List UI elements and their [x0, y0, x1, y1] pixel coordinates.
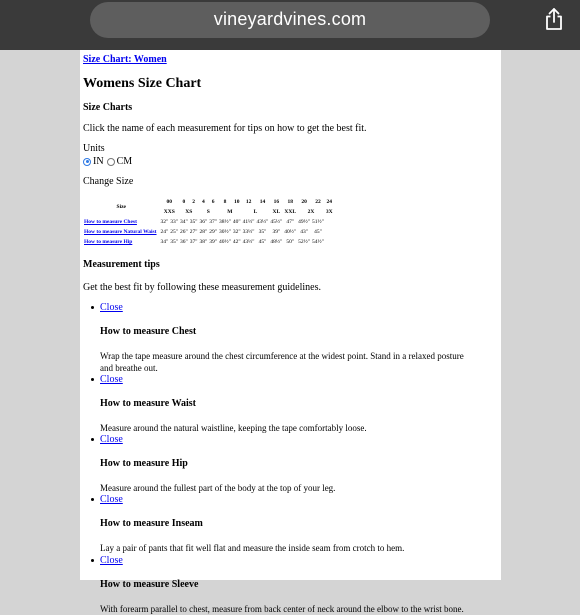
table-cell: 34": [180, 218, 188, 225]
letter-size-header: 2X: [307, 208, 315, 215]
letter-size-header: M: [227, 208, 233, 215]
table-cell: 24": [160, 228, 169, 235]
tip-text: Wrap the tape measure around the chest circumference at the widest point. Stand in a relaxed posture and breathe out.: [100, 350, 464, 373]
table-cell: 37": [189, 238, 198, 245]
table-cell: 27": [189, 228, 198, 235]
tip-title: How to measure Inseam: [100, 518, 203, 530]
size-col-header: 00: [166, 198, 173, 205]
size-col-header: 6: [211, 198, 215, 205]
table-cell: 37": [209, 218, 218, 225]
unit-radio-cm[interactable]: [107, 158, 115, 166]
table-cell: 38": [199, 238, 208, 245]
size-col-header: 2: [192, 198, 196, 205]
table-cell: 40": [232, 218, 241, 225]
table-cell: 36": [180, 238, 188, 245]
table-cell: 52½": [298, 238, 311, 245]
size-col-header: 24: [326, 198, 332, 205]
tip-text: With forearm parallel to chest, measure from back center of neck around the elbow to the wrist bone.: [100, 603, 464, 614]
measurement-tips-heading: Measurement tips: [83, 258, 160, 270]
page-title: Womens Size Chart: [83, 76, 202, 91]
table-cell: 43": [300, 228, 308, 235]
table-cell: 39": [209, 238, 218, 245]
list-item: [91, 302, 471, 374]
size-col-header: 20: [301, 198, 307, 205]
table-cell: 35": [170, 238, 179, 245]
table-cell: 45½": [270, 218, 283, 225]
table-cell: 50": [286, 238, 295, 245]
close-link[interactable]: Close: [100, 434, 123, 446]
tips-list: [91, 302, 471, 615]
table-cell: 30½": [219, 228, 231, 235]
table-cell: 32": [232, 228, 241, 235]
letter-size-header: XXL: [284, 208, 297, 215]
size-col-header: 8: [223, 198, 227, 205]
page-content: [80, 50, 501, 614]
unit-radio-in[interactable]: [83, 158, 91, 166]
table-cell: 49½": [298, 218, 311, 225]
tip-text: Lay a pair of pants that fit well flat and measure the inside seam from crotch to hem.: [100, 543, 405, 554]
table-cell: 29": [209, 228, 218, 235]
size-col-header: 0: [182, 198, 186, 205]
table-cell: 34": [160, 238, 169, 245]
table-cell: 26": [180, 228, 188, 235]
unit-label-cm[interactable]: CM: [116, 155, 133, 167]
table-cell: 39": [272, 228, 281, 235]
size-col-header: 12: [245, 198, 252, 205]
table-cell: 45": [314, 228, 322, 235]
tip-title: How to measure Hip: [100, 458, 188, 470]
measure-hip-link[interactable]: How to measure Hip: [84, 238, 133, 245]
table-cell: 43½": [256, 218, 269, 225]
tip-title: How to measure Sleeve: [100, 578, 199, 590]
tip-title: How to measure Waist: [100, 398, 197, 410]
table-row: [83, 237, 334, 247]
table-row: [83, 217, 334, 227]
table-cell: 25": [170, 228, 179, 235]
tip-text: Measure around the natural waistline, keeping the tape comfortably loose.: [100, 423, 367, 434]
letter-size-header: XL: [272, 208, 281, 215]
table-cell: 33½": [242, 228, 255, 235]
units-radio-group: [83, 156, 501, 168]
size-col-header: 4: [202, 198, 205, 205]
list-item: [91, 555, 471, 615]
letter-size-header: XXS: [163, 208, 175, 215]
table-cell: 47": [286, 218, 295, 225]
table-cell: 48½": [270, 238, 283, 245]
size-table: [83, 197, 334, 247]
size-col-header: 14: [259, 198, 266, 205]
table-cell: 54½": [312, 238, 324, 245]
list-item: [91, 494, 471, 554]
letter-size-header: L: [253, 208, 258, 215]
letter-size-header: XS: [185, 208, 193, 215]
letter-size-header: 3X: [325, 208, 333, 215]
tip-title: How to measure Chest: [100, 325, 197, 337]
size-col-header: 10: [234, 198, 240, 205]
list-item: [91, 434, 471, 494]
table-cell: 43½": [242, 238, 255, 245]
intro-text: Click the name of each measurement for tips on how to get the best fit.: [83, 122, 367, 134]
table-cell: 51½": [312, 218, 324, 225]
table-cell: 35": [258, 228, 267, 235]
url-text[interactable]: vineyardvines.com: [213, 9, 367, 29]
unit-label-in[interactable]: IN: [93, 155, 104, 167]
table-cell: 32": [160, 218, 169, 225]
table-cell: 40½": [284, 228, 297, 235]
units-label: Units: [83, 142, 105, 154]
measure-waist-link[interactable]: How to measure Natural Waist: [84, 228, 157, 235]
table-cell: 45": [258, 238, 267, 245]
browser-toolbar: [0, 0, 580, 50]
table-row: [83, 227, 334, 237]
numeric-size-row: [83, 197, 334, 207]
letter-size-header: S: [206, 208, 210, 215]
measure-chest-link[interactable]: How to measure Chest: [84, 218, 137, 225]
change-size-label: Change Size: [83, 175, 134, 187]
close-link[interactable]: Close: [100, 301, 123, 313]
size-charts-heading: Size Charts: [83, 101, 133, 113]
breadcrumb-link[interactable]: Size Chart: Women: [83, 54, 167, 65]
share-icon[interactable]: [544, 8, 564, 30]
table-cell: 41½": [242, 218, 255, 225]
table-cell: 35": [189, 218, 198, 225]
table-cell: 38½": [219, 218, 231, 225]
size-col-header: 18: [287, 198, 293, 205]
tip-text: Measure around the fullest part of the body at the top of your leg.: [100, 483, 336, 494]
table-cell: 42": [232, 238, 241, 245]
table-cell: 33": [170, 218, 179, 225]
size-col-header: 22: [315, 198, 321, 205]
list-item: [91, 374, 471, 434]
address-bar[interactable]: [90, 2, 490, 38]
size-header: Size: [116, 203, 126, 210]
size-col-header: 16: [273, 198, 280, 205]
close-link[interactable]: Close: [100, 374, 123, 386]
table-cell: 28": [199, 228, 208, 235]
close-link[interactable]: Close: [100, 554, 123, 566]
tips-intro: Get the best fit by following these measurement guidelines.: [83, 281, 321, 293]
close-link[interactable]: Close: [100, 494, 123, 506]
table-cell: 36": [199, 218, 208, 225]
table-cell: 40½": [219, 238, 231, 245]
